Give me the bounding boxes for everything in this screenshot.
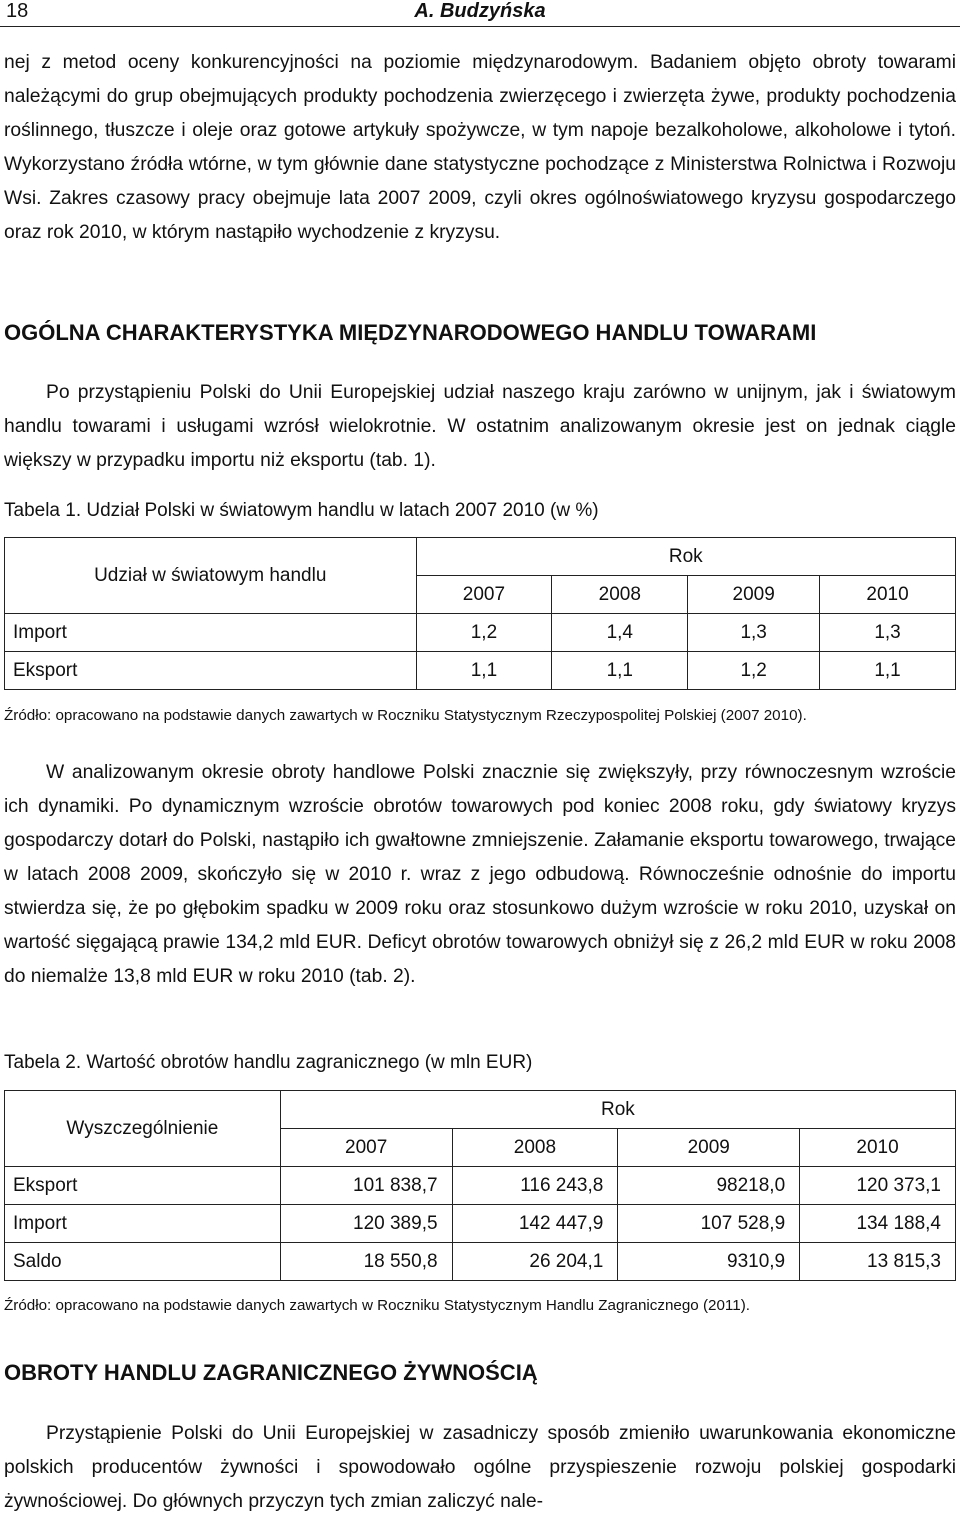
table2-year: 2010 [800, 1129, 956, 1167]
table1-row-label: Import [5, 614, 417, 652]
table1-group-header: Rok [416, 538, 956, 576]
table1-year: 2007 [416, 576, 552, 614]
running-head-author: A. Budzyńska [414, 0, 546, 22]
header-rule [0, 26, 960, 27]
table2-row-header: Wyszczególnienie [5, 1091, 281, 1167]
table1-cell: 1,4 [552, 614, 688, 652]
table-row [5, 652, 956, 690]
table2-row-label: Saldo [5, 1243, 281, 1281]
table1-year: 2008 [552, 576, 688, 614]
table1-cell: 1,2 [416, 614, 552, 652]
table2-year: 2009 [618, 1129, 800, 1167]
table-row [5, 1167, 956, 1205]
table1-cell: 1,3 [688, 614, 820, 652]
page-number: 18 [6, 0, 29, 22]
table2-source: Źródło: opracowano na podstawie danych zawartych w Roczniku Statystycznym Handlu Zagranicznego (2011). [4, 1297, 750, 1314]
table1 [4, 537, 956, 690]
table1-cell: 1,1 [416, 652, 552, 690]
table2-row-label: Eksport [5, 1167, 281, 1205]
paragraph-accession-share: Po przystąpieniu Polski do Unii Europejskiej udział naszego kraju zarówno w unijnym, jak i światowym handlu towarami i usługami wzrósł wielokrotnie. W ostatnim analizowanym okresie jest on jednak ciągle większy w przypadku importu niż eksportu (tab. 1). [4, 382, 956, 471]
table1-cell: 1,3 [820, 614, 956, 652]
page-header [0, 0, 960, 26]
table1-cell: 1,1 [552, 652, 688, 690]
table1-cell: 1,1 [820, 652, 956, 690]
paragraph-intro: nej z metod oceny konkurencyjności na poziomie międzynarodowym. Badaniem objęto obroty towarami należącymi do grup obejmujących produkty pochodzenia zwierzęcego i zwierzęta żywe, produkty pochodzenia roślinnego, tłuszcze i oleje oraz gotowe artykuły spożywcze, w tym napoje bezalkoholowe, alkoholowe i tytoń. Wykorzystano źródła wtórne, w tym głównie dane statystyczne pochodzące z Ministerstwa Rolnictwa i Rozwoju Wsi. Zakres czasowy pracy obejmuje lata 2007 2009, czyli okres ogólnoświatowego kryzysu gospodarczego oraz rok 2010, w którym nastąpiło wychodzenie z kryzysu. [4, 52, 956, 243]
table2 [4, 1090, 956, 1281]
section-heading-general: OGÓLNA CHARAKTERYSTYKA MIĘDZYNARODOWEGO HANDLU TOWARAMI [4, 320, 817, 345]
table2-cell: 98218,0 [618, 1167, 800, 1205]
table1-row-header: Udział w światowym handlu [5, 538, 417, 614]
table2-row-label: Import [5, 1205, 281, 1243]
table1-source: Źródło: opracowano na podstawie danych zawartych w Roczniku Statystycznym Rzeczypospolitej Polskiej (2007 2010). [4, 707, 807, 724]
table2-cell: 18 550,8 [280, 1243, 452, 1281]
table2-caption: Tabela 2. Wartość obrotów handlu zagranicznego (w mln EUR) [4, 1052, 533, 1073]
table2-cell: 142 447,9 [452, 1205, 618, 1243]
table2-group-header: Rok [280, 1091, 955, 1129]
paragraph-eu-accession: Przystąpienie Polski do Unii Europejskiej w zasadniczy sposób zmieniło uwarunkowania ekonomiczne polskich producentów żywności i spowodowało ogólne przyspieszenie rozwoju polskiej gospodarki żywnościowej. Do głównych przyczyn tych zmian zaliczyć nale- [4, 1423, 956, 1512]
table2-cell: 107 528,9 [618, 1205, 800, 1243]
table-row [5, 614, 956, 652]
paragraph-trade-dynamics: W analizowanym okresie obroty handlowe Polski znacznie się zwiększyły, przy równoczesnym wzroście ich dynamiki. Po dynamicznym wzroście obrotów towarowych pod koniec 2008 roku, gdy światowy kryzys gospodarczy dotarł do Polski, nastąpiło ich gwałtowne zmniejszenie. Załamanie eksportu towarowego, trwające w latach 2008 2009, skończyło się w 2010 r. wraz z jego odbudową. Równocześnie odnośnie do importu stwierdza się, że po głębokim spadku w 2009 roku oraz stosunkowo dużym wzroście w roku 2010, uzyskał on wartość sięgającą prawie 134,2 mld EUR. Deficyt obrotów towarowych obniżył się z 26,2 mld EUR w roku 2008 do niemalże 13,8 mld EUR w roku 2010 (tab. 2). [4, 762, 956, 987]
table1-caption: Tabela 1. Udział Polski w światowym handlu w latach 2007 2010 (w %) [4, 500, 599, 521]
table2-cell: 26 204,1 [452, 1243, 618, 1281]
table1-year: 2009 [688, 576, 820, 614]
table2-cell: 9310,9 [618, 1243, 800, 1281]
table2-cell: 13 815,3 [800, 1243, 956, 1281]
table2-cell: 134 188,4 [800, 1205, 956, 1243]
table1-year: 2010 [820, 576, 956, 614]
table-row [5, 1243, 956, 1281]
table1-cell: 1,2 [688, 652, 820, 690]
section-heading-food-trade: OBROTY HANDLU ZAGRANICZNEGO ŻYWNOŚCIĄ [4, 1360, 538, 1385]
table2-cell: 120 389,5 [280, 1205, 452, 1243]
table2-year: 2008 [452, 1129, 618, 1167]
table2-cell: 120 373,1 [800, 1167, 956, 1205]
table2-cell: 116 243,8 [452, 1167, 618, 1205]
table1-row-label: Eksport [5, 652, 417, 690]
table2-cell: 101 838,7 [280, 1167, 452, 1205]
table-row [5, 1205, 956, 1243]
table2-year: 2007 [280, 1129, 452, 1167]
